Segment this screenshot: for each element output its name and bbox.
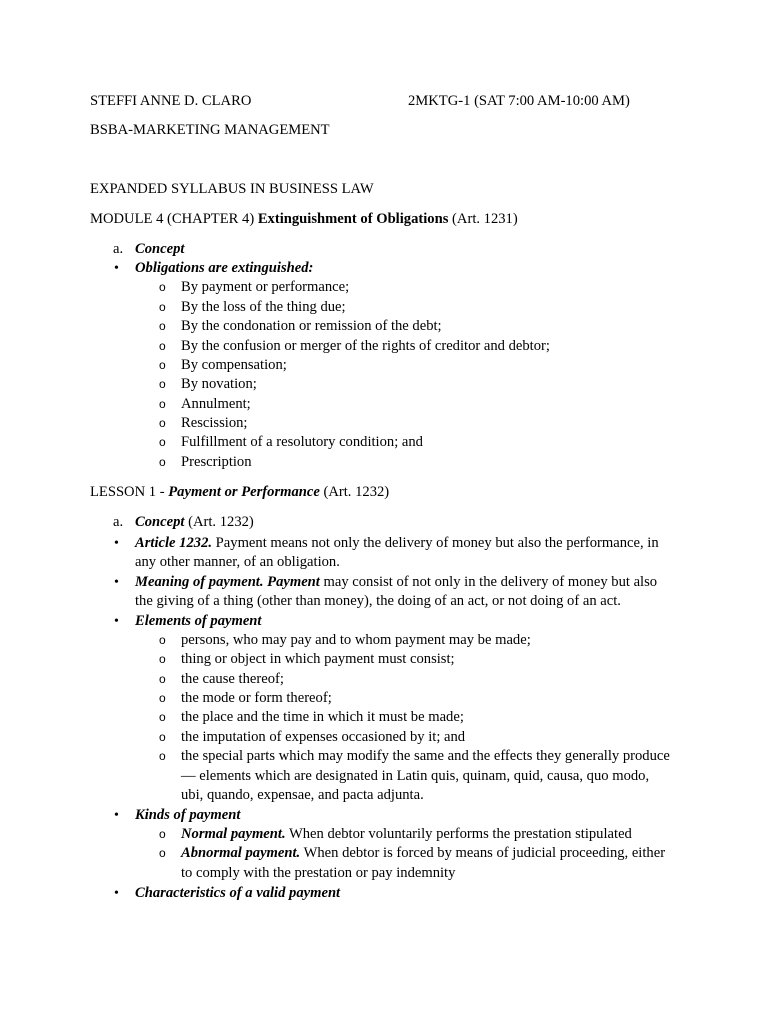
list-item: thing or object in which payment must consist; xyxy=(181,651,455,667)
list-item: By the loss of the thing due; xyxy=(181,299,346,315)
list-item: the mode or form thereof; xyxy=(181,690,332,706)
list-item: By compensation; xyxy=(181,357,287,373)
abnormal-payment xyxy=(181,844,665,863)
list-item: Rescission; xyxy=(181,415,248,431)
sub-bullet-icon: o xyxy=(159,377,166,391)
sub-bullet-icon: o xyxy=(159,300,166,314)
bullet-icon: • xyxy=(114,536,119,551)
class-section: 2MKTG-1 (SAT 7:00 AM-10:00 AM) xyxy=(408,93,630,109)
article-line-2: any other manner, of an obligation. xyxy=(135,554,340,570)
extinguished-label xyxy=(135,259,313,278)
elements-label xyxy=(135,612,261,631)
normal-payment-label: Normal payment. xyxy=(181,826,286,842)
sub-bullet-icon: o xyxy=(159,846,166,860)
list-item: Prescription xyxy=(181,454,252,470)
student-name: STEFFI ANNE D. CLARO xyxy=(90,93,252,109)
abnormal-payment-label: Abnormal payment. xyxy=(181,845,301,861)
list-item: the cause thereof; xyxy=(181,671,284,687)
extinguished-label-text: Obligations are extinguished: xyxy=(135,260,314,276)
lesson-heading xyxy=(90,483,389,502)
sub-bullet-icon: o xyxy=(159,827,166,841)
meaning-line-1 xyxy=(135,573,657,592)
kinds-label xyxy=(135,806,240,825)
course-name: BSBA-MARKETING MANAGEMENT xyxy=(90,122,330,138)
abnormal-payment-text: When debtor is forced by means of judicial proceeding, either xyxy=(300,845,666,861)
sub-bullet-icon: o xyxy=(159,749,166,763)
list-marker: a. xyxy=(113,514,124,530)
bullet-icon: • xyxy=(114,614,119,629)
sub-bullet-icon: o xyxy=(159,455,166,469)
module-heading xyxy=(90,210,518,229)
elements-label-text: Elements of payment xyxy=(135,613,262,629)
sub-bullet-icon: o xyxy=(159,416,166,430)
sub-bullet-icon: o xyxy=(159,672,166,686)
sub-bullet-icon: o xyxy=(159,435,166,449)
list-item: By payment or performance; xyxy=(181,279,350,295)
list-item: persons, who may pay and to whom payment may be made; xyxy=(181,632,531,648)
lesson-prefix: LESSON 1 - xyxy=(90,484,169,500)
list-item: the special parts which may modify the same and the effects they generally produce xyxy=(181,748,670,764)
meaning-text: may consist of not only in the delivery of money but also xyxy=(319,574,658,590)
list-marker: a. xyxy=(113,241,124,257)
concept-label xyxy=(135,240,184,259)
article-label: Article 1232. xyxy=(135,535,213,551)
article-line-1 xyxy=(135,534,659,553)
sub-bullet-icon: o xyxy=(159,280,166,294)
list-item-continuation: — elements which are designated in Latin quis, quinam, quid, causa, quo modo, xyxy=(181,768,650,784)
module-prefix: MODULE 4 (CHAPTER 4) xyxy=(90,211,258,227)
characteristics-label xyxy=(135,884,340,903)
sub-bullet-icon: o xyxy=(159,691,166,705)
lesson-concept xyxy=(135,513,254,532)
list-item: the imputation of expenses occasioned by it; and xyxy=(181,729,466,745)
kinds-label-text: Kinds of payment xyxy=(135,807,241,823)
characteristics-label-text: Characteristics of a valid payment xyxy=(135,885,341,901)
abnormal-payment-line-2: to comply with the prestation or pay indemnity xyxy=(181,865,456,881)
sub-bullet-icon: o xyxy=(159,633,166,647)
sub-bullet-icon: o xyxy=(159,358,166,372)
meaning-label: Meaning of payment. Payment xyxy=(135,574,320,590)
normal-payment-text: When debtor voluntarily performs the prestation stipulated xyxy=(285,826,632,842)
syllabus-title: EXPANDED SYLLABUS IN BUSINESS LAW xyxy=(90,181,374,197)
list-item: Fulfillment of a resolutory condition; and xyxy=(181,434,423,450)
bullet-icon: • xyxy=(114,575,119,590)
sub-bullet-icon: o xyxy=(159,730,166,744)
sub-bullet-icon: o xyxy=(159,397,166,411)
module-ref: (Art. 1231) xyxy=(448,211,518,227)
list-item: Annulment; xyxy=(181,396,251,412)
lesson-title: Payment or Performance xyxy=(168,484,320,500)
list-item: the place and the time in which it must be made; xyxy=(181,709,464,725)
normal-payment xyxy=(181,825,632,844)
sub-bullet-icon: o xyxy=(159,710,166,724)
concept-label-text: Concept xyxy=(135,241,185,257)
bullet-icon: • xyxy=(114,808,119,823)
module-title: Extinguishment of Obligations xyxy=(257,211,449,227)
lesson-ref: (Art. 1232) xyxy=(319,484,390,500)
sub-bullet-icon: o xyxy=(159,652,166,666)
meaning-line-2: the giving of a thing (other than money), the doing of an act, or not doing of an act. xyxy=(135,593,621,609)
list-item: By novation; xyxy=(181,376,257,392)
lesson-concept-ref: (Art. 1232) xyxy=(184,514,254,530)
sub-bullet-icon: o xyxy=(159,339,166,353)
list-item: By the confusion or merger of the rights of creditor and debtor; xyxy=(181,338,550,354)
article-text: Payment means not only the delivery of money but also the performance, in xyxy=(212,535,659,551)
list-item-continuation: ubi, quando, expensae, and pacta adjunta. xyxy=(181,787,424,803)
sub-bullet-icon: o xyxy=(159,319,166,333)
bullet-icon: • xyxy=(114,261,119,276)
list-item: By the condonation or remission of the debt; xyxy=(181,318,442,334)
lesson-concept-label: Concept xyxy=(135,514,185,530)
bullet-icon: • xyxy=(114,886,119,901)
